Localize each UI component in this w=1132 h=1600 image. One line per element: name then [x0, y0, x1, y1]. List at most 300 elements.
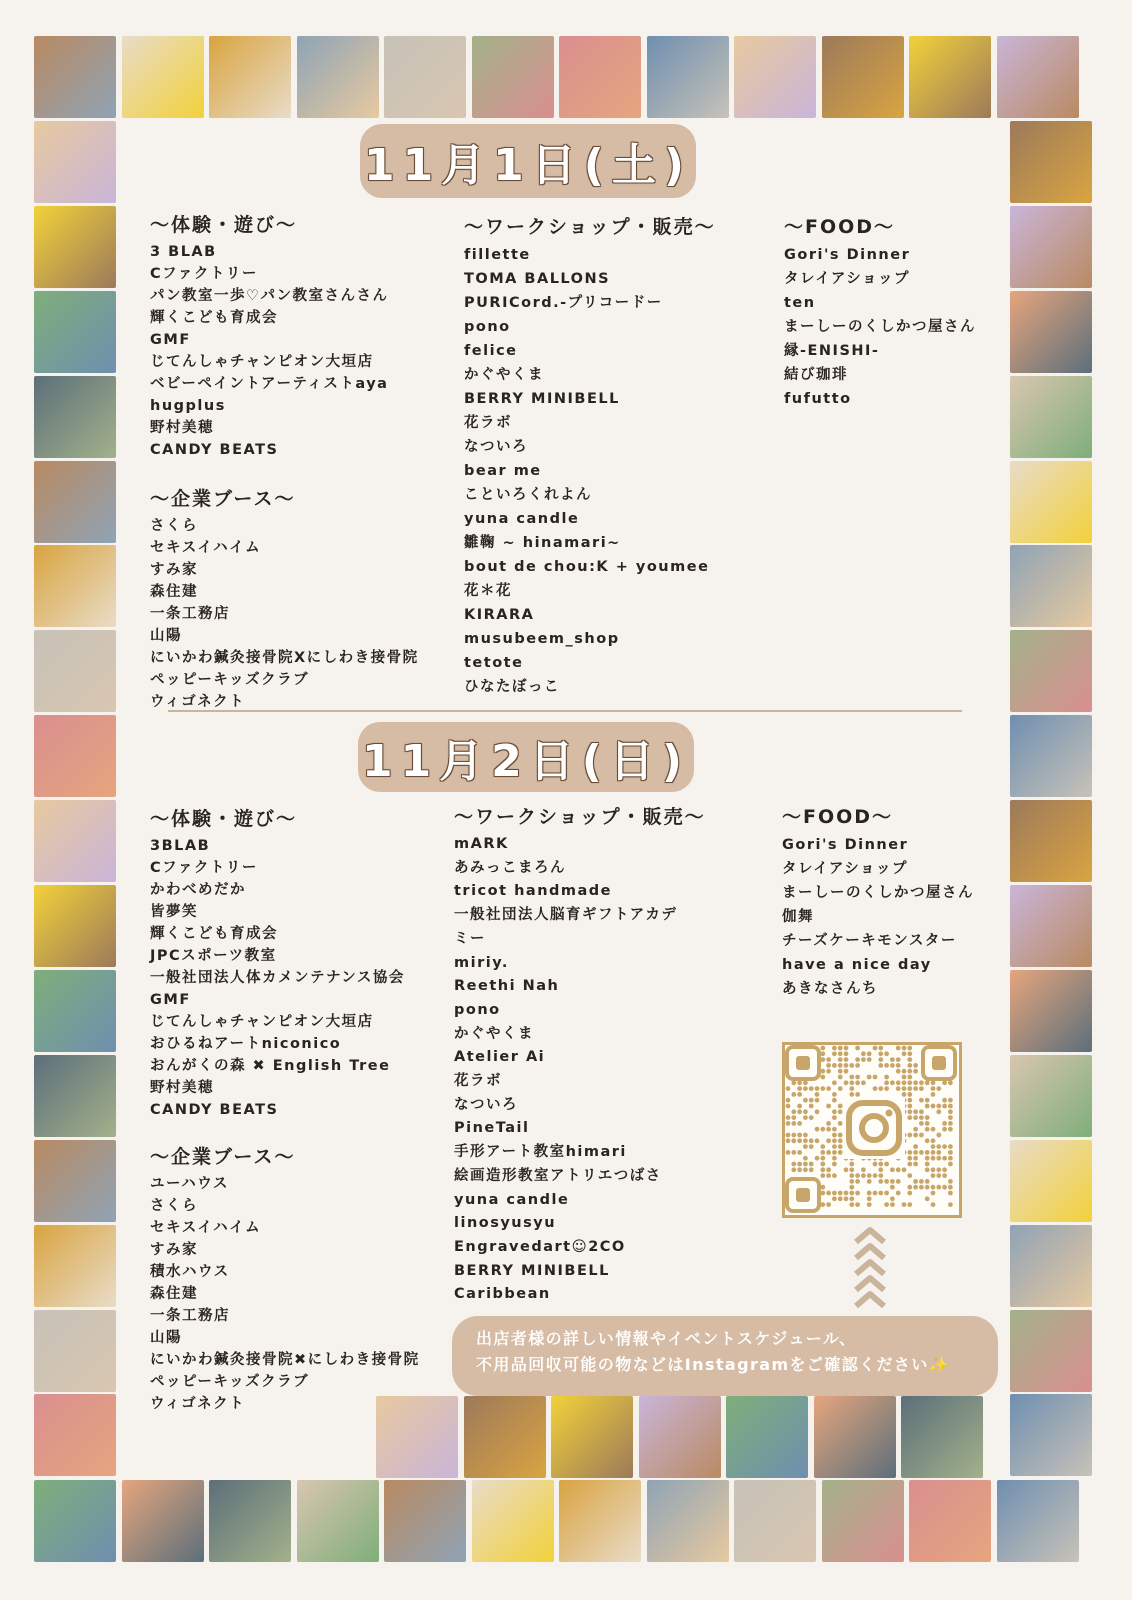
- qr-dot: [832, 1133, 837, 1138]
- qr-dot: [786, 1150, 791, 1155]
- list-item: 輝くこども育成会: [150, 926, 278, 942]
- qr-dot: [849, 1179, 854, 1184]
- qr-dot: [803, 1162, 808, 1167]
- qr-dot: [931, 1202, 936, 1207]
- qr-dot: [797, 1167, 802, 1172]
- qr-dot: [855, 1092, 860, 1097]
- qr-dot: [849, 1086, 854, 1091]
- vendor-photo: [1010, 715, 1092, 797]
- vendor-photo: [901, 1396, 983, 1478]
- list-item: BERRY MINIBELL: [464, 391, 620, 407]
- qr-dot: [936, 1086, 941, 1091]
- qr-dot: [873, 1191, 878, 1196]
- day2-taiken-section: [150, 804, 405, 1121]
- qr-dot: [919, 1179, 924, 1184]
- qr-dot: [855, 1063, 860, 1068]
- qr-dot: [867, 1173, 872, 1178]
- vendor-photo: [1010, 206, 1092, 288]
- qr-dot: [919, 1185, 924, 1190]
- qr-dot: [902, 1080, 907, 1085]
- qr-dot: [867, 1075, 872, 1080]
- qr-dot: [855, 1179, 860, 1184]
- vendor-photo: [909, 36, 991, 118]
- list-item: 森住建: [150, 1286, 198, 1302]
- list-item: まーしーのくしかつ屋さん: [784, 319, 976, 335]
- qr-dot: [902, 1092, 907, 1097]
- qr-dot: [884, 1179, 889, 1184]
- list-item: ベビーペイントアーティストaya: [150, 376, 389, 392]
- list-item: PURICord.-プリコードー: [464, 295, 663, 311]
- qr-dot: [913, 1069, 918, 1074]
- qr-dot: [826, 1191, 831, 1196]
- qr-dot: [786, 1138, 791, 1143]
- list-item: 皆夢笑: [150, 904, 198, 920]
- qr-dot: [884, 1063, 889, 1068]
- qr-pattern: [785, 1045, 959, 1215]
- list-item: にいかわ鍼灸接骨院✖にしわき接骨院: [150, 1352, 420, 1368]
- list-item: なついろ: [454, 1096, 518, 1113]
- qr-dot: [948, 1109, 953, 1114]
- qr-dot: [809, 1086, 814, 1091]
- list-item: 一条工務店: [150, 1308, 230, 1324]
- qr-dot: [948, 1098, 953, 1103]
- qr-dot: [913, 1127, 918, 1132]
- qr-dot: [838, 1069, 843, 1074]
- list-item: 3 BLAB: [150, 244, 217, 260]
- day1-taiken-section: [150, 210, 389, 461]
- qr-dot: [855, 1046, 860, 1051]
- day2-kigyo-list: [150, 1173, 420, 1415]
- vendor-photo: [34, 1310, 116, 1392]
- qr-dot: [826, 1167, 831, 1172]
- qr-dot: [826, 1063, 831, 1068]
- qr-dot: [815, 1098, 820, 1103]
- qr-dot: [815, 1092, 820, 1097]
- day2-taiken-list: [150, 835, 405, 1121]
- day2-workshop-list: [454, 833, 706, 1307]
- list-item: Gori's Dinner: [784, 247, 911, 263]
- day1-date-badge: 11月1日(土): [360, 124, 696, 198]
- day1-kigyo-section: [150, 484, 419, 713]
- qr-dot: [913, 1080, 918, 1085]
- qr-dot: [849, 1202, 854, 1207]
- qr-dot: [791, 1167, 796, 1172]
- qr-dot: [936, 1150, 941, 1155]
- qr-dot: [832, 1109, 837, 1114]
- day2-food-list: [782, 833, 974, 1001]
- qr-dot: [942, 1185, 947, 1190]
- qr-dot: [878, 1179, 883, 1184]
- instagram-note: [452, 1316, 998, 1396]
- qr-dot: [913, 1179, 918, 1184]
- qr-dot: [884, 1191, 889, 1196]
- qr-dot: [786, 1115, 791, 1120]
- qr-finder-center: [796, 1056, 810, 1070]
- list-item: ペッピーキッズクラブ: [150, 672, 310, 688]
- qr-dot: [791, 1080, 796, 1085]
- qr-dot: [896, 1080, 901, 1085]
- list-item: 山陽: [150, 628, 182, 644]
- qr-dot: [890, 1196, 895, 1201]
- qr-dot: [919, 1098, 924, 1103]
- qr-dot: [820, 1202, 825, 1207]
- qr-dot: [913, 1150, 918, 1155]
- qr-dot: [931, 1185, 936, 1190]
- list-item: 一般社団法人体カメンテナンス協会: [150, 970, 405, 986]
- qr-dot: [896, 1057, 901, 1062]
- list-item: 山陽: [150, 1330, 182, 1346]
- qr-finder-center: [932, 1056, 946, 1070]
- qr-dot: [936, 1104, 941, 1109]
- qr-dot: [838, 1063, 843, 1068]
- qr-dot: [832, 1144, 837, 1149]
- list-item: 縁-ENISHI-: [784, 343, 880, 359]
- list-item: ウィゴネクト: [150, 1396, 246, 1412]
- section-heading: ～ワークショップ・販売～: [454, 806, 706, 828]
- vendor-photo: [34, 885, 116, 967]
- vendor-photo: [297, 36, 379, 118]
- list-item: mARK: [454, 836, 509, 852]
- list-item: ten: [784, 295, 816, 311]
- list-item: 一般社団法人脳育ギフトアカデ: [454, 907, 678, 924]
- qr-dot: [925, 1167, 930, 1172]
- list-item: パン教室一歩♡パン教室さんさん: [150, 288, 389, 304]
- qr-dot: [797, 1138, 802, 1143]
- qr-dot: [844, 1069, 849, 1074]
- list-item: fillette: [464, 247, 531, 263]
- qr-dot: [791, 1133, 796, 1138]
- qr-dot: [803, 1115, 808, 1120]
- qr-dot: [791, 1121, 796, 1126]
- qr-dot: [849, 1063, 854, 1068]
- qr-dot: [919, 1121, 924, 1126]
- section-heading: ～企業ブース～: [150, 488, 296, 510]
- qr-dot: [786, 1086, 791, 1091]
- qr-dot: [820, 1144, 825, 1149]
- list-item: ウィゴネクト: [150, 694, 246, 710]
- list-item: CANDY BEATS: [150, 442, 279, 458]
- qr-dot: [803, 1138, 808, 1143]
- qr-dot: [820, 1051, 825, 1056]
- vendor-photo: [1010, 461, 1092, 543]
- qr-dot: [931, 1138, 936, 1143]
- qr-dot: [849, 1075, 854, 1080]
- qr-dot: [878, 1057, 883, 1062]
- qr-dot: [820, 1075, 825, 1080]
- qr-dot: [820, 1185, 825, 1190]
- qr-dot: [925, 1098, 930, 1103]
- vendor-photo: [997, 36, 1079, 118]
- vendor-photo: [1010, 630, 1092, 712]
- qr-dot: [832, 1098, 837, 1103]
- list-item: ユーハウス: [150, 1176, 229, 1192]
- qr-dot: [832, 1046, 837, 1051]
- vendor-photo: [559, 36, 641, 118]
- vendor-photo: [1010, 291, 1092, 373]
- qr-dot: [820, 1156, 825, 1161]
- qr-dot: [919, 1080, 924, 1085]
- day2-date-badge: 11月2日(日): [358, 722, 694, 792]
- qr-dot: [907, 1086, 912, 1091]
- chevron-up-icon: [852, 1224, 888, 1308]
- qr-dot: [948, 1144, 953, 1149]
- qr-dot: [832, 1191, 837, 1196]
- qr-dot: [838, 1121, 843, 1126]
- qr-dot: [786, 1121, 791, 1126]
- qr-dot: [815, 1109, 820, 1114]
- vendor-photo: [734, 1480, 816, 1562]
- qr-dot: [803, 1109, 808, 1114]
- qr-dot: [890, 1202, 895, 1207]
- qr-dot: [826, 1138, 831, 1143]
- qr-dot: [826, 1069, 831, 1074]
- list-item: fufutto: [784, 391, 852, 407]
- qr-dot: [820, 1046, 825, 1051]
- qr-dot: [890, 1080, 895, 1085]
- vendor-photo: [997, 1480, 1079, 1562]
- qr-dot: [878, 1167, 883, 1172]
- vendor-photo: [1010, 1140, 1092, 1222]
- qr-dot: [838, 1075, 843, 1080]
- list-item: BERRY MINIBELL: [454, 1262, 610, 1279]
- list-item: GMF: [150, 332, 191, 348]
- qr-dot: [861, 1051, 866, 1056]
- qr-dot: [861, 1173, 866, 1178]
- qr-dot: [803, 1144, 808, 1149]
- vendor-photo: [34, 1055, 116, 1137]
- list-item: 野村美穂: [150, 1080, 214, 1096]
- vendor-photo: [551, 1396, 633, 1478]
- vendor-photo: [822, 36, 904, 118]
- instagram-icon: [843, 1097, 905, 1159]
- list-item: Engravedart☺2CO: [454, 1238, 626, 1255]
- qr-finder-center: [796, 1188, 810, 1202]
- qr-dot: [855, 1202, 860, 1207]
- vendor-photo: [726, 1396, 808, 1478]
- qr-dot: [820, 1162, 825, 1167]
- vendor-photo: [909, 1480, 991, 1562]
- qr-dot: [907, 1202, 912, 1207]
- list-item: Cファクトリー: [150, 266, 258, 282]
- list-item: まーしーのくしかつ屋さん: [782, 885, 974, 901]
- qr-dot: [849, 1173, 854, 1178]
- qr-dot: [826, 1057, 831, 1062]
- list-item: JPCスポーツ教室: [150, 948, 277, 964]
- vendor-photo: [34, 1480, 116, 1562]
- qr-dot: [838, 1104, 843, 1109]
- qr-dot: [791, 1138, 796, 1143]
- qr-dot: [902, 1051, 907, 1056]
- vendor-photo: [647, 1480, 729, 1562]
- qr-dot: [936, 1173, 941, 1178]
- qr-dot: [907, 1057, 912, 1062]
- list-item: セキスイハイム: [150, 1220, 262, 1236]
- qr-dot: [902, 1046, 907, 1051]
- vendor-photo: [34, 800, 116, 882]
- qr-dot: [832, 1156, 837, 1161]
- list-item: 花＊花: [464, 583, 512, 599]
- qr-dot: [826, 1127, 831, 1132]
- qr-dot: [809, 1098, 814, 1103]
- list-item: すみ家: [150, 1242, 198, 1258]
- qr-dot: [890, 1167, 895, 1172]
- qr-dot: [942, 1144, 947, 1149]
- qr-dot: [896, 1191, 901, 1196]
- qr-dot: [826, 1150, 831, 1155]
- list-item: pono: [464, 319, 511, 335]
- qr-dot: [855, 1080, 860, 1085]
- qr-dot: [907, 1092, 912, 1097]
- qr-dot: [931, 1167, 936, 1172]
- qr-dot: [832, 1173, 837, 1178]
- qr-dot: [936, 1133, 941, 1138]
- qr-dot: [791, 1150, 796, 1155]
- qr-dot: [907, 1156, 912, 1161]
- qr-dot: [907, 1098, 912, 1103]
- qr-dot: [936, 1156, 941, 1161]
- qr-dot: [838, 1051, 843, 1056]
- qr-dot: [820, 1150, 825, 1155]
- qr-dot: [809, 1138, 814, 1143]
- list-item: あきなさんち: [782, 981, 878, 997]
- list-item: あみっこまろん: [454, 859, 566, 876]
- qr-dot: [913, 1144, 918, 1149]
- qr-dot: [867, 1057, 872, 1062]
- day2-workshop-section: [454, 802, 706, 1307]
- list-item: 雛鞠 ~ hinamari~: [464, 535, 621, 551]
- qr-dot: [948, 1121, 953, 1126]
- qr-dot: [844, 1063, 849, 1068]
- qr-dot: [890, 1185, 895, 1190]
- qr-dot: [907, 1075, 912, 1080]
- qr-dot: [913, 1115, 918, 1120]
- qr-dot: [878, 1173, 883, 1178]
- vendor-photo: [1010, 1225, 1092, 1307]
- qr-dot: [878, 1191, 883, 1196]
- qr-dot: [832, 1138, 837, 1143]
- qr-dot: [896, 1086, 901, 1091]
- qr-dot: [809, 1115, 814, 1120]
- qr-dot: [907, 1150, 912, 1155]
- qr-dot: [948, 1162, 953, 1167]
- qr-dot: [791, 1109, 796, 1114]
- qr-dot: [936, 1167, 941, 1172]
- qr-dot: [925, 1138, 930, 1143]
- list-item: さくら: [150, 518, 198, 534]
- qr-dot: [913, 1185, 918, 1190]
- note-line-1: 出店者様の詳しい情報やイベントスケジュール、: [476, 1329, 857, 1348]
- qr-dot: [844, 1191, 849, 1196]
- qr-dot: [913, 1162, 918, 1167]
- qr-dot: [913, 1133, 918, 1138]
- list-item: こといろくれよん: [464, 487, 592, 503]
- qr-dot: [936, 1109, 941, 1114]
- list-item: 野村美穂: [150, 420, 214, 436]
- list-item: すみ家: [150, 562, 198, 578]
- vendor-photo: [1010, 376, 1092, 458]
- list-item: 輝くこども育成会: [150, 310, 278, 326]
- qr-dot: [913, 1156, 918, 1161]
- qr-dot: [925, 1179, 930, 1184]
- list-item: おひるねアートniconico: [150, 1036, 342, 1052]
- qr-dot: [838, 1086, 843, 1091]
- qr-dot: [907, 1104, 912, 1109]
- section-heading: ～体験・遊び～: [150, 808, 298, 830]
- qr-dot: [925, 1196, 930, 1201]
- qr-dot: [919, 1133, 924, 1138]
- list-item: Gori's Dinner: [782, 837, 909, 853]
- qr-dot: [948, 1202, 953, 1207]
- vendor-photo: [34, 1140, 116, 1222]
- qr-dot: [942, 1167, 947, 1172]
- qr-dot: [844, 1051, 849, 1056]
- vendor-photo: [209, 36, 291, 118]
- qr-dot: [873, 1046, 878, 1051]
- list-item: タレイアショップ: [784, 271, 910, 287]
- qr-dot: [925, 1115, 930, 1120]
- qr-dot: [907, 1063, 912, 1068]
- qr-dot: [797, 1162, 802, 1167]
- qr-dot: [838, 1144, 843, 1149]
- qr-dot: [942, 1080, 947, 1085]
- section-heading: ～FOOD～: [784, 216, 896, 238]
- qr-dot: [803, 1167, 808, 1172]
- day2-kigyo-section: [150, 1142, 420, 1415]
- qr-dot: [873, 1162, 878, 1167]
- qr-dot: [913, 1109, 918, 1114]
- qr-dot: [838, 1138, 843, 1143]
- note-line-2: 不用品回収可能の物などはInstagramをご確認ください✨: [476, 1355, 951, 1374]
- qr-dot: [826, 1104, 831, 1109]
- qr-dot: [832, 1196, 837, 1201]
- qr-dot: [902, 1075, 907, 1080]
- list-item: 花ラボ: [464, 415, 512, 431]
- qr-dot: [902, 1086, 907, 1091]
- qr-dot: [838, 1046, 843, 1051]
- qr-dot: [890, 1057, 895, 1062]
- list-item: CANDY BEATS: [150, 1102, 279, 1118]
- list-item: GMF: [150, 992, 191, 1008]
- qr-dot: [878, 1063, 883, 1068]
- day1-workshop-list: [464, 243, 716, 699]
- qr-dot: [913, 1063, 918, 1068]
- day1-taiken-list: [150, 241, 389, 461]
- instagram-qr-code[interactable]: [782, 1042, 962, 1218]
- qr-dot: [815, 1156, 820, 1161]
- qr-dot: [878, 1046, 883, 1051]
- qr-dot: [797, 1104, 802, 1109]
- list-item: KIRARA: [464, 607, 535, 623]
- qr-dot: [913, 1086, 918, 1091]
- vendor-photo: [122, 36, 204, 118]
- list-item: miriy.: [454, 954, 509, 971]
- vendor-photo: [464, 1396, 546, 1478]
- qr-dot: [826, 1202, 831, 1207]
- qr-dot: [803, 1156, 808, 1161]
- qr-dot: [849, 1191, 854, 1196]
- list-item: 結び珈琲: [784, 367, 848, 383]
- qr-dot: [907, 1133, 912, 1138]
- qr-dot: [884, 1162, 889, 1167]
- list-item: セキスイハイム: [150, 540, 262, 556]
- qr-dot: [931, 1080, 936, 1085]
- day-divider: [168, 710, 962, 712]
- qr-dot: [942, 1098, 947, 1103]
- qr-dot: [797, 1109, 802, 1114]
- qr-dot: [803, 1133, 808, 1138]
- qr-dot: [803, 1098, 808, 1103]
- qr-dot: [844, 1057, 849, 1062]
